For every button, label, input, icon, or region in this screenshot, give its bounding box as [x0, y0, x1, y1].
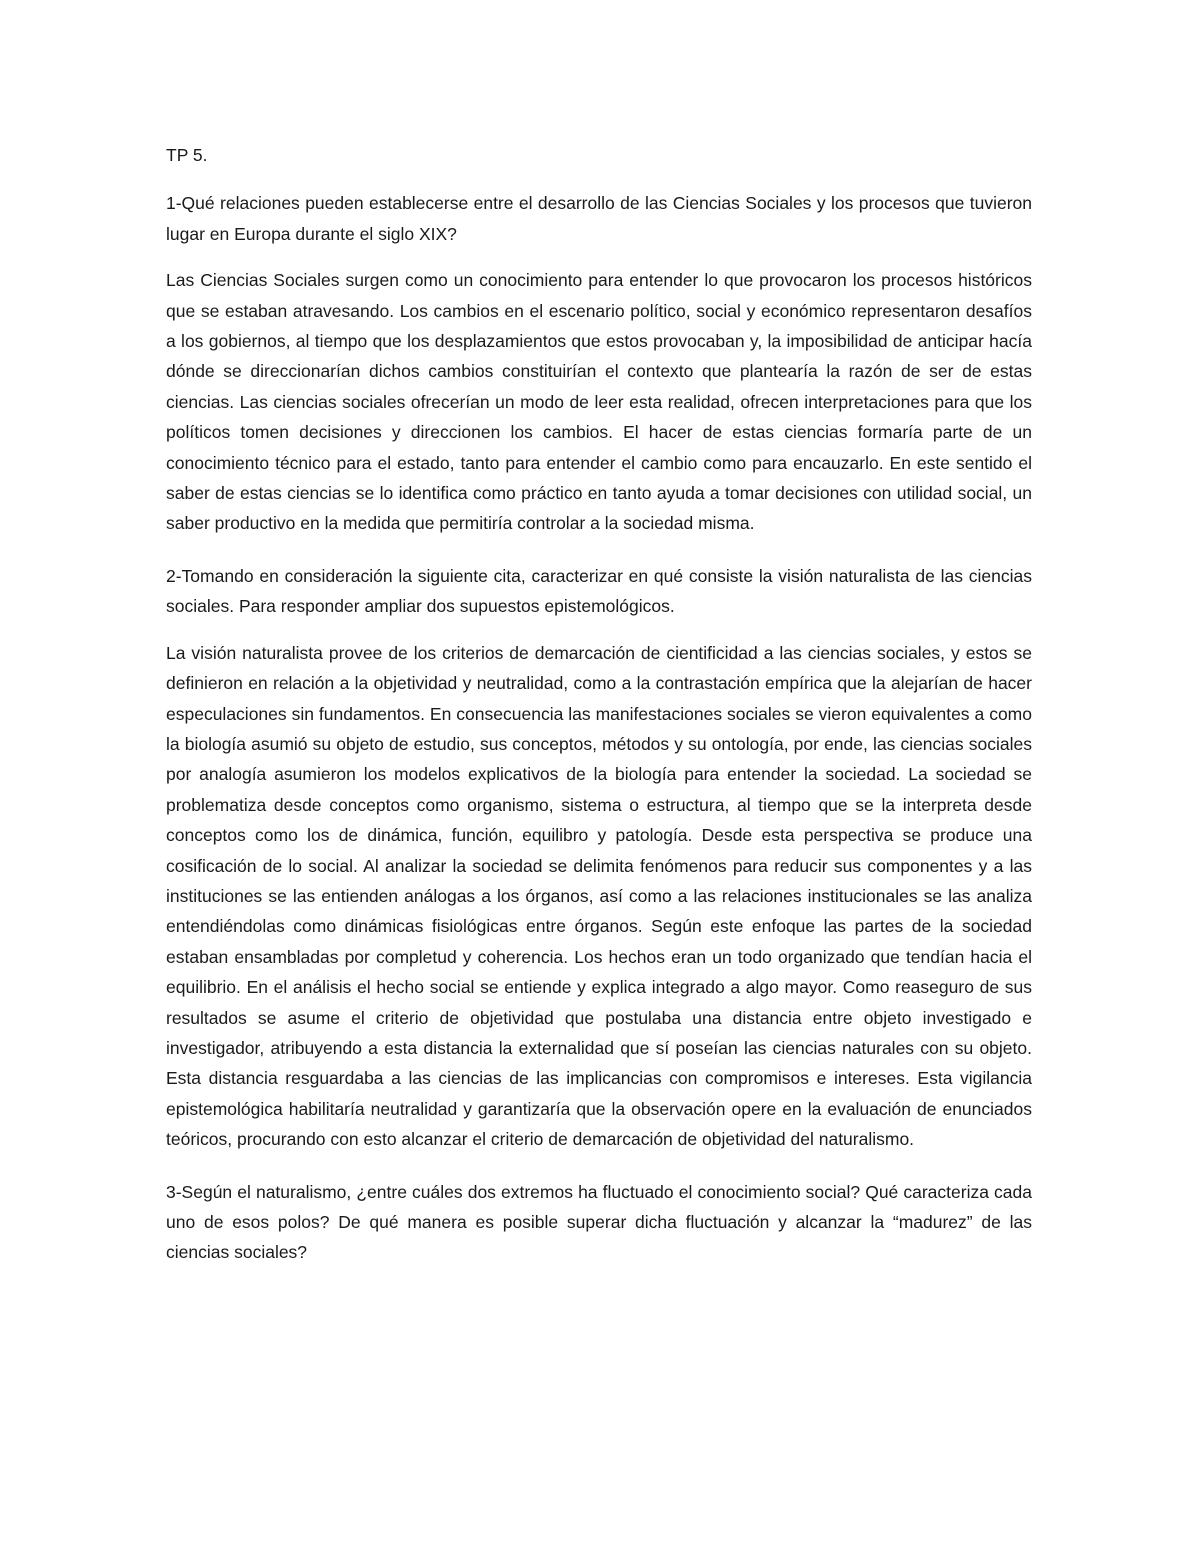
- question-3: 3-Según el naturalismo, ¿entre cuáles dos extremos ha fluctuado el conocimiento social? Qué caracteriza cada uno de esos polos? De qué manera es posible superar dicha fluctuación y alcanzar la “madurez” de las ciencias sociales?: [166, 1181, 1032, 1263]
- question-2: 2-Tomando en consideración la siguiente cita, caracterizar en qué consiste la visión naturalista de las ciencias sociales. Para responder ampliar dos supuestos epistemológicos.: [166, 565, 1032, 617]
- answer-1: Las Ciencias Sociales surgen como un conocimiento para entender lo que provocaron los procesos históricos que se estaban atravesando. Los cambios en el escenario político, social y económico representaron desafíos a los gobiernos, al tiempo que los desplazamientos que estos provocaban y, la imposibilidad de anticipar hacía dónde se direccionarían dichos cambios constituirían el contexto que plantearía la razón de ser de estas ciencias. Las ciencias sociales ofrecerían un modo de leer esta realidad, ofrecen interpretaciones para que los políticos tomen decisiones y direccionen los cambios. El hacer de estas ciencias formaría parte de un conocimiento técnico para el estado, tanto para entender el cambio como para encauzarlo. En este sentido el saber de estas ciencias se lo identifica como práctico en tanto ayuda a tomar decisiones con utilidad social, un saber productivo en la medida que permitiría controlar a la sociedad misma.: [166, 270, 1032, 534]
- question-1: 1-Qué relaciones pueden establecerse entre el desarrollo de las Ciencias Sociales y los procesos que tuvieron lugar en Europa durante el siglo XIX?: [166, 193, 1032, 244]
- document-title: TP 5.: [166, 145, 208, 165]
- document-page: [166, 140, 1032, 1284]
- answer-2: La visión naturalista provee de los criterios de demarcación de cientificidad a las ciencias sociales, y estos se definieron en relación a la objetividad y neutralidad, como a la contrastación empírica que la alejarían de hacer especulaciones sin fundamentos. En consecuencia las manifestaciones sociales se vieron equivalentes a como la biología asumió su objeto de estudio, sus conceptos, métodos y su ontología, por ende, las ciencias sociales por analogía asumieron los modelos explicativos de la biología para entender la sociedad. La sociedad se problematiza desde conceptos como organismo, sistema o estructura, al tiempo que se la interpreta desde conceptos como los de dinámica, función, equilibro y patología. Desde esta perspectiva se produce una cosificación de lo social. Al analizar la sociedad se delimita fenómenos para reducir sus componentes y a las instituciones se las entienden análogas a los órganos, así como a las relaciones institucionales se las analiza entendiéndolas como dinámicas fisiológicas entre órganos. Según este enfoque las partes de la sociedad estaban ensambladas por completud y coherencia. Los hechos eran un todo organizado que tendían hacia el equilibrio. En el análisis el hecho social se entiende y explica integrado a algo mayor. Como reaseguro de sus resultados se asume el criterio de objetividad que postulaba una distancia entre objeto investigado e investigador, atribuyendo a esta distancia la externalidad que sí poseían las ciencias naturales con su objeto. Esta distancia resguardaba a las ciencias de las implicancias con compromisos e intereses. Esta vigilancia epistemológica habilitaría neutralidad y garantizaría que la observación opere en la evaluación de enunciados teóricos, procurando con esto alcanzar el criterio de demarcación de objetividad del naturalismo.: [166, 642, 1032, 1150]
